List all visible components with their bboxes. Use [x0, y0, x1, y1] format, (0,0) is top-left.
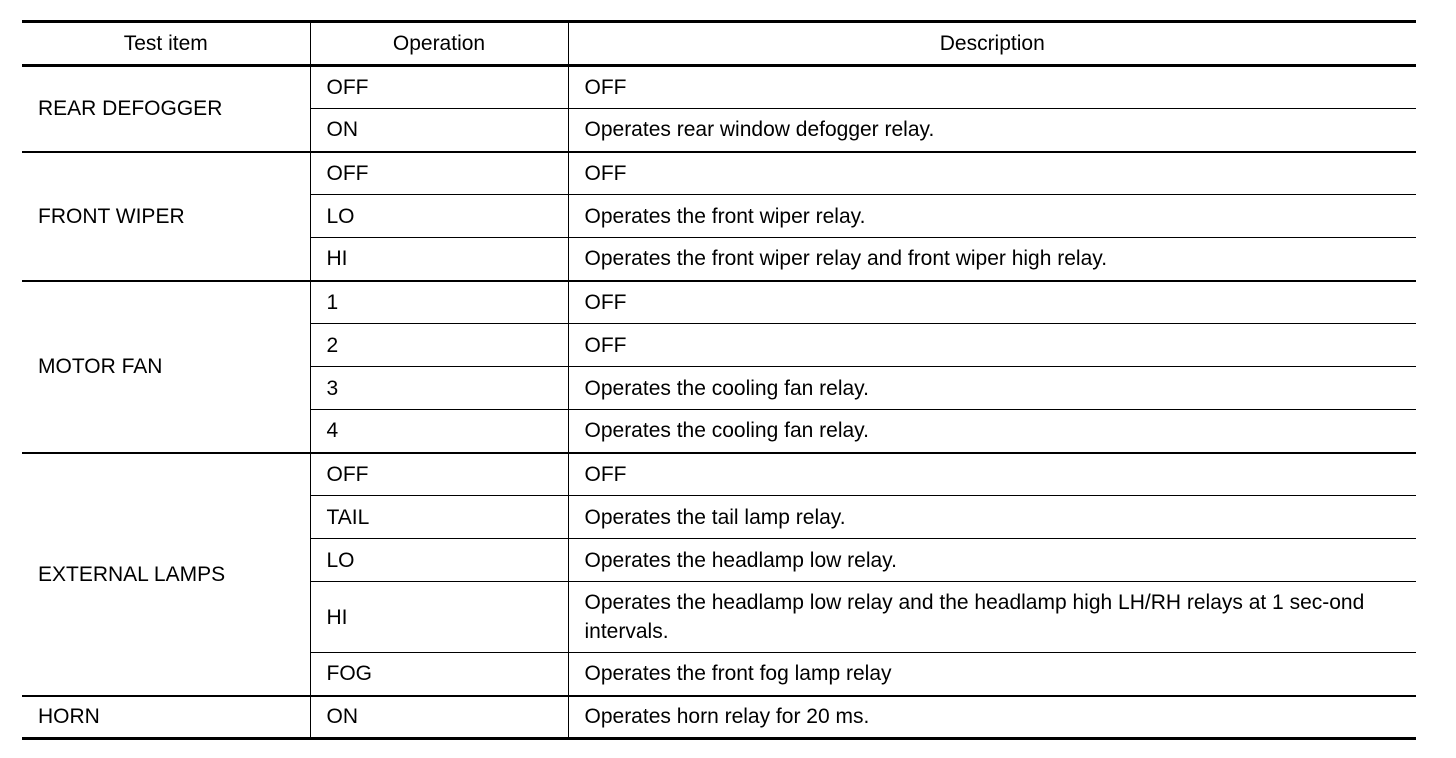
operation-cell: LO: [310, 539, 568, 582]
test-item-cell: EXTERNAL LAMPS: [22, 453, 310, 696]
table-row: [22, 453, 1416, 496]
description-cell: OFF: [568, 152, 1416, 195]
description-cell: Operates the headlamp low relay and the headlamp high LH/RH relays at 1 sec-ond intervals.: [568, 582, 1416, 653]
test-item-cell: HORN: [22, 696, 310, 739]
description-cell: Operates the front wiper relay and front wiper high relay.: [568, 238, 1416, 281]
operation-cell: ON: [310, 696, 568, 739]
operation-cell: 3: [310, 367, 568, 410]
description-cell: Operates the headlamp low relay.: [568, 539, 1416, 582]
operation-cell: ON: [310, 109, 568, 152]
operation-cell: HI: [310, 238, 568, 281]
active-test-table: [22, 20, 1416, 740]
test-item-cell: MOTOR FAN: [22, 281, 310, 453]
table-row: [22, 696, 1416, 739]
operation-cell: 4: [310, 410, 568, 453]
operation-cell: OFF: [310, 152, 568, 195]
description-cell: Operates rear window defogger relay.: [568, 109, 1416, 152]
test-item-cell: FRONT WIPER: [22, 152, 310, 281]
description-cell: Operates the tail lamp relay.: [568, 496, 1416, 539]
operation-cell: OFF: [310, 66, 568, 109]
operation-cell: 1: [310, 281, 568, 324]
operation-cell: FOG: [310, 653, 568, 696]
table-row: [22, 281, 1416, 324]
operation-cell: OFF: [310, 453, 568, 496]
table-row: [22, 152, 1416, 195]
operation-cell: LO: [310, 195, 568, 238]
description-cell: Operates the front wiper relay.: [568, 195, 1416, 238]
operation-cell: TAIL: [310, 496, 568, 539]
table-row: [22, 66, 1416, 109]
operation-cell: HI: [310, 582, 568, 653]
description-cell: OFF: [568, 324, 1416, 367]
operation-cell: 2: [310, 324, 568, 367]
table-header-row: [22, 22, 1416, 66]
description-cell: Operates the cooling fan relay.: [568, 367, 1416, 410]
description-cell: Operates the front fog lamp relay: [568, 653, 1416, 696]
description-cell: OFF: [568, 453, 1416, 496]
test-item-cell: REAR DEFOGGER: [38, 97, 223, 121]
description-cell: Operates horn relay for 20 ms.: [568, 696, 1416, 739]
description-cell: OFF: [568, 281, 1416, 324]
header-description: Description: [568, 22, 1416, 66]
description-cell: Operates the cooling fan relay.: [568, 410, 1416, 453]
description-cell: OFF: [568, 66, 1416, 109]
header-operation: Operation: [310, 22, 568, 66]
header-test-item: Test item: [22, 22, 310, 66]
